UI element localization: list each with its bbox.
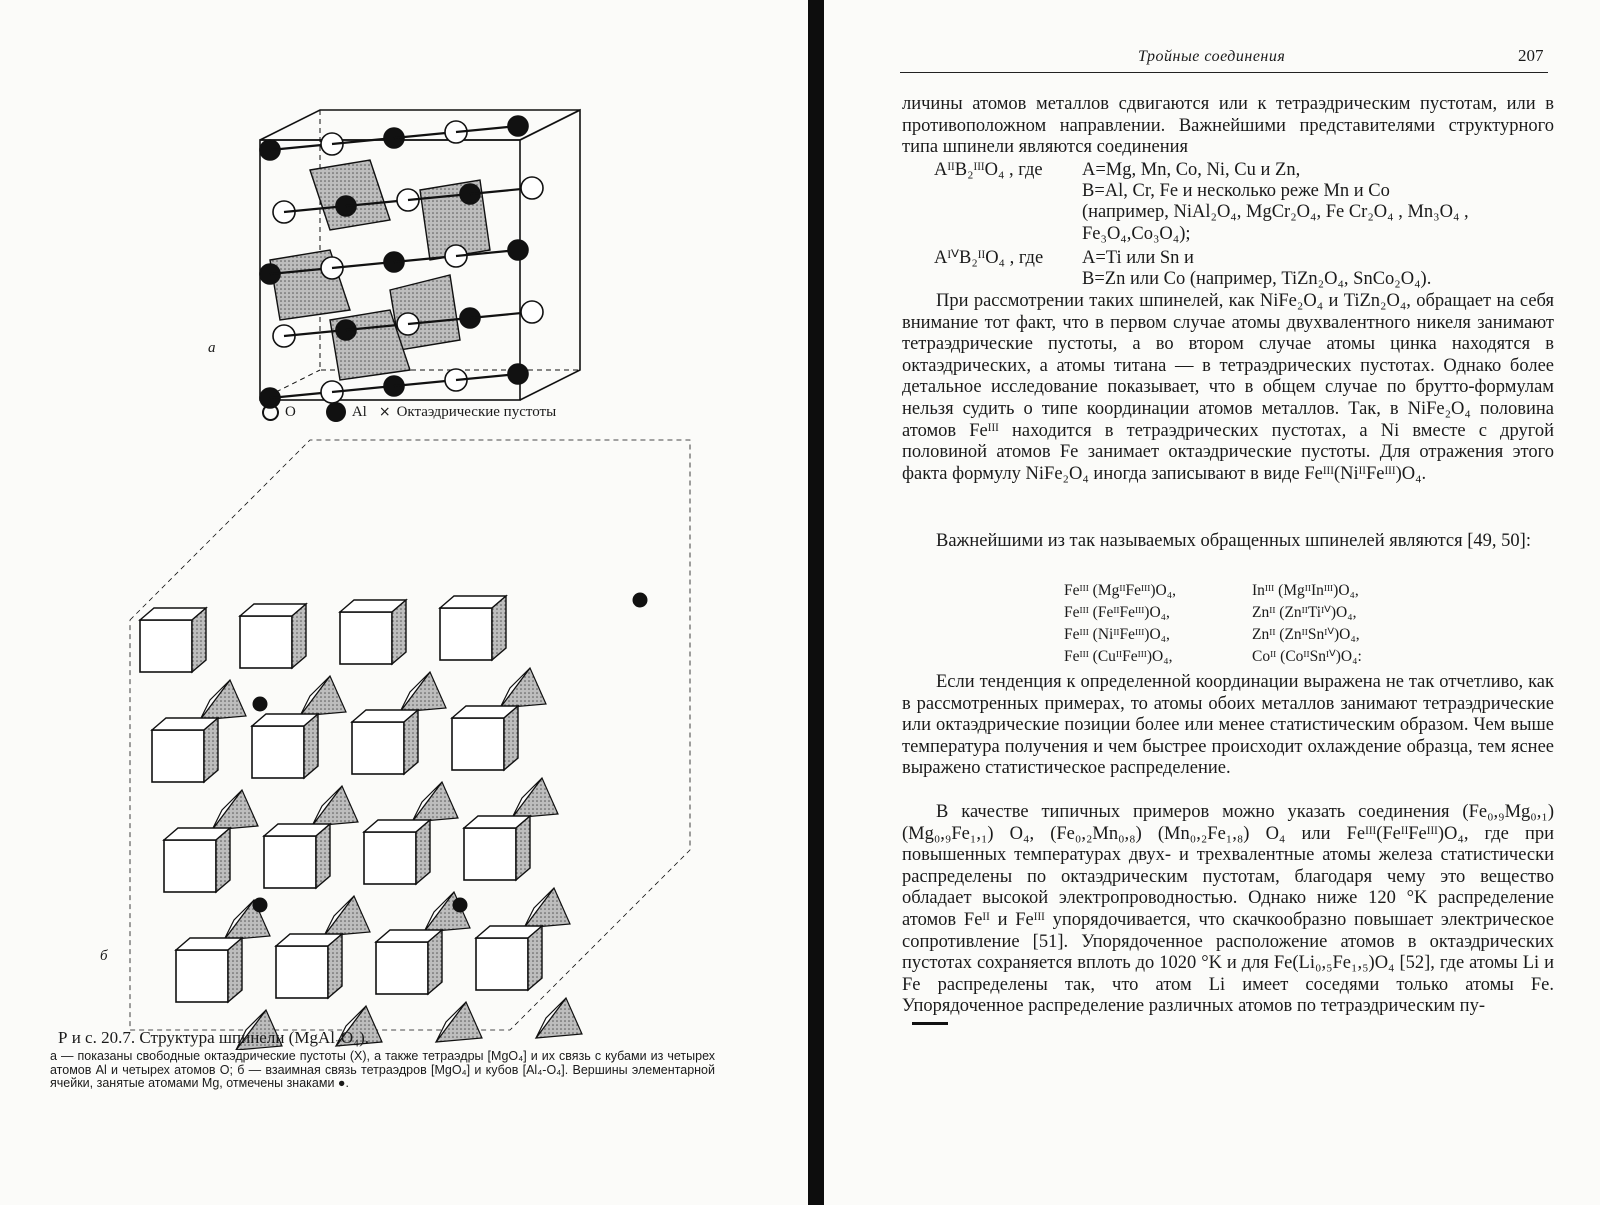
cube-side bbox=[328, 934, 342, 998]
cube-side bbox=[492, 596, 506, 660]
paragraph-4: Если тенденция к определенной координации выражена не так отчетливо, как в рассмотренных примерах, то атомы обоих металлов занимают тетраэдрические или октаэдрические позиции более или менее статистическим образом. Чем выше температура получения и чем быстрее происходит охлаждение образца, тем яснее выражено статистическое распределение. bbox=[902, 672, 1554, 779]
paragraph-2: При рассмотрении таких шпинелей, как NiFe₂O₄ и TiZn₂O₄, обращает на себя внимание тот факт, что в первом случае атомы двухвалентного никеля занимают тетраэдрические пустоты, а во втором случае атомы цинка находятся в октаэдрических, а атомы титана — в тетраэдрических пустотах. Однако более детальное исследование показывает, что в общем случае по брутто-формулам нельзя судить о типе координации атомов металлов. Так, в NiFe₂O₄ половина атомов Feᴵᴵᴵ находится в тетраэдрических пустотах, а Ni вместе с другой половиной атомов Fe занимает октаэдрические пустоты. Для отражения этого факта формулу NiFe₂O₄ иногда записывают в виде Feᴵᴵᴵ(NiᴵᴵFeᴵᴵᴵ)O₄. bbox=[902, 291, 1554, 484]
cube bbox=[476, 938, 528, 990]
paragraph-5: В качестве типичных примеров можно указать соединения (Fe₀,₉Mg₀,₁) (Mg₀,₉Fe₁,₁) O₄, (Fe₀,₂Mn₀,₈) (Mn₀,₂Fe₁,₈) O₄ или Feᴵᴵᴵ(FeᴵᴵFeᴵᴵᴵ)O₄, где при повышенных температурах двух- и трехвалентные атомы железа статистически распределены по октаэдрическим пустотам, благодаря чему это вещество обладает высокой электропроводностью. Однако ниже 120 °K распределение атомов Feᴵᴵ и Feᴵᴵᴵ упорядочивается, что скачкообразно повышает электрическое сопротивление [51]. Упорядоченное расположение атомов в октаэдрических пустотах сохраняется вплоть до 1020 °K и для Fe(Li₀,₅Fe₁,₅)O₄ [52], где атомы Li и Fe распределены так, что атом Li имеет соседями только атомы Fe. Упорядоченное распределение различных атомов по тетраэдрическим пу- bbox=[902, 802, 1554, 1017]
cube bbox=[376, 942, 428, 994]
tetrahedron bbox=[424, 892, 470, 932]
oxygen-circle-icon bbox=[262, 404, 279, 421]
cube-side bbox=[204, 718, 218, 782]
cube-side bbox=[416, 820, 430, 884]
cube bbox=[140, 620, 192, 672]
shaded-polyhedron bbox=[390, 275, 460, 350]
legend-o-label: O bbox=[285, 403, 296, 420]
unit-cell-a bbox=[260, 110, 580, 408]
cube bbox=[464, 828, 516, 880]
tetrahedron bbox=[536, 998, 582, 1038]
cube-side bbox=[504, 706, 518, 770]
cube bbox=[364, 832, 416, 884]
shaded-polyhedron bbox=[310, 160, 390, 230]
figure-caption-title: Р и с. 20.7. Структура шпинели (MgAl₂O₄). bbox=[58, 1028, 369, 1047]
aluminum-dot-icon bbox=[326, 402, 346, 422]
tetrahedron bbox=[212, 790, 258, 830]
formula-2-label: AᴵⱽB₂ᴵᴵO₄ , где bbox=[934, 248, 1044, 268]
tetrahedron bbox=[324, 896, 370, 936]
cube-side bbox=[316, 824, 330, 888]
cube bbox=[440, 608, 492, 660]
figure-drawing bbox=[120, 60, 740, 1050]
tetrahedron bbox=[412, 782, 458, 822]
cube bbox=[176, 950, 228, 1002]
inverse-spinel-item: Feᴵᴵᴵ (MgᴵᴵFeᴵᴵᴵ)O₄, bbox=[1064, 582, 1176, 599]
cube-side bbox=[216, 828, 230, 892]
formula-1-line-3: (например, NiAl₂O₄, MgCr₂O₄, Fe Cr₂O₄ , Mn₃O₄ , bbox=[1082, 202, 1469, 222]
inverse-spinels-right bbox=[1252, 580, 1362, 668]
cube bbox=[240, 616, 292, 668]
paragraph-1: личины атомов металлов сдвигаются или к тетраэдрическим пустотам, или в противоположном направлении. Важнейшими представителями структурного типа шпинели являются соединения bbox=[902, 94, 1554, 158]
cube bbox=[264, 836, 316, 888]
magnesium-mark bbox=[253, 697, 267, 711]
magnesium-mark bbox=[453, 898, 467, 912]
spinel-structure-figure bbox=[120, 60, 740, 1050]
cube-side bbox=[192, 608, 206, 672]
unit-cell-b bbox=[130, 440, 690, 1050]
oxygen-atom bbox=[521, 177, 543, 199]
tetrahedron bbox=[524, 888, 570, 928]
cube-side bbox=[392, 600, 406, 664]
cube bbox=[276, 946, 328, 998]
inverse-spinels-left bbox=[1064, 580, 1176, 668]
cube bbox=[152, 730, 204, 782]
pen-mark bbox=[912, 1022, 948, 1025]
inverse-spinel-item: Inᴵᴵᴵ (MgᴵᴵInᴵᴵᴵ)O₄, bbox=[1252, 582, 1359, 599]
cube bbox=[352, 722, 404, 774]
page-number: 207 bbox=[1518, 46, 1544, 65]
aluminum-atom bbox=[508, 116, 528, 136]
figure-caption-text: а — показаны свободные октаэдрические пустоты (X), а также тетраэдры [MgO₄] и их связь с кубами из четырех атомов Al и четырех атомов O; б — взаимная связь тетраэдров [MgO₄] и кубов [Al₄-O₄]. Вершины элементарной ячейки, занятые атомами Mg, отмечены знаками ●. bbox=[50, 1049, 715, 1090]
tetrahedron bbox=[512, 778, 558, 818]
formula-1-line-4: Fe₃O₄,Co₃O₄); bbox=[1082, 224, 1191, 244]
figure-legend bbox=[262, 402, 556, 422]
cube-side bbox=[516, 816, 530, 880]
formula-2-line-1: A=Ti или Sn и bbox=[1082, 248, 1194, 268]
magnesium-mark bbox=[633, 593, 647, 607]
cube-side bbox=[404, 710, 418, 774]
inverse-spinel-item: Znᴵᴵ (ZnᴵᴵTiᴵⱽ)O₄, bbox=[1252, 604, 1357, 621]
inverse-spinel-item: Znᴵᴵ (ZnᴵᴵSnᴵⱽ)O₄, bbox=[1252, 626, 1360, 643]
formula-1-line-2: B=Al, Cr, Fe и несколько реже Mn и Co bbox=[1082, 181, 1390, 201]
legend-al-label: Al bbox=[351, 403, 367, 420]
cube bbox=[452, 718, 504, 770]
header-rule bbox=[900, 72, 1548, 73]
inverse-spinel-item: Feᴵᴵᴵ (CuᴵᴵFeᴵᴵᴵ)O₄, bbox=[1064, 648, 1173, 665]
book-spine bbox=[808, 0, 824, 1205]
cube bbox=[164, 840, 216, 892]
magnesium-mark bbox=[253, 898, 267, 912]
oxygen-atom bbox=[521, 301, 543, 323]
tetrahedron bbox=[300, 676, 346, 716]
cross-icon: × bbox=[378, 404, 391, 420]
cube bbox=[252, 726, 304, 778]
tetrahedron bbox=[200, 680, 246, 720]
cube bbox=[340, 612, 392, 664]
tetrahedron bbox=[400, 672, 446, 712]
cube-side bbox=[528, 926, 542, 990]
aluminum-atom bbox=[508, 364, 528, 384]
running-title: Тройные соединения bbox=[1138, 48, 1286, 65]
cube-side bbox=[228, 938, 242, 1002]
sublabel-a: a bbox=[208, 340, 216, 356]
sublabel-b: б bbox=[100, 948, 108, 964]
cell-edge bbox=[520, 110, 580, 400]
cube-side bbox=[304, 714, 318, 778]
cube-side bbox=[292, 604, 306, 668]
formula-2-line-2: B=Zn или Co (например, TiZn₂O₄, SnCo₂O₄). bbox=[1082, 269, 1432, 289]
aluminum-atom bbox=[508, 240, 528, 260]
tetrahedron bbox=[500, 668, 546, 708]
formula-1-line-1: A=Mg, Mn, Co, Ni, Cu и Zn, bbox=[1082, 160, 1301, 180]
paragraph-3: Важнейшими из так называемых обращенных шпинелей являются [49, 50]: bbox=[936, 531, 1531, 551]
formula-1-label: AᴵᴵB₂ᴵᴵᴵO₄ , где bbox=[934, 160, 1043, 180]
inverse-spinel-item: Coᴵᴵ (CoᴵᴵSnᴵⱽ)O₄: bbox=[1252, 648, 1362, 665]
tetrahedron bbox=[312, 786, 358, 826]
inverse-spinel-item: Feᴵᴵᴵ (NiᴵᴵFeᴵᴵᴵ)O₄, bbox=[1064, 626, 1170, 643]
tetrahedron bbox=[436, 1002, 482, 1042]
inverse-spinel-item: Feᴵᴵᴵ (FeᴵᴵFeᴵᴵᴵ)O₄, bbox=[1064, 604, 1170, 621]
cube-side bbox=[428, 930, 442, 994]
legend-void-label: Октаэдрические пустоты bbox=[396, 403, 557, 420]
